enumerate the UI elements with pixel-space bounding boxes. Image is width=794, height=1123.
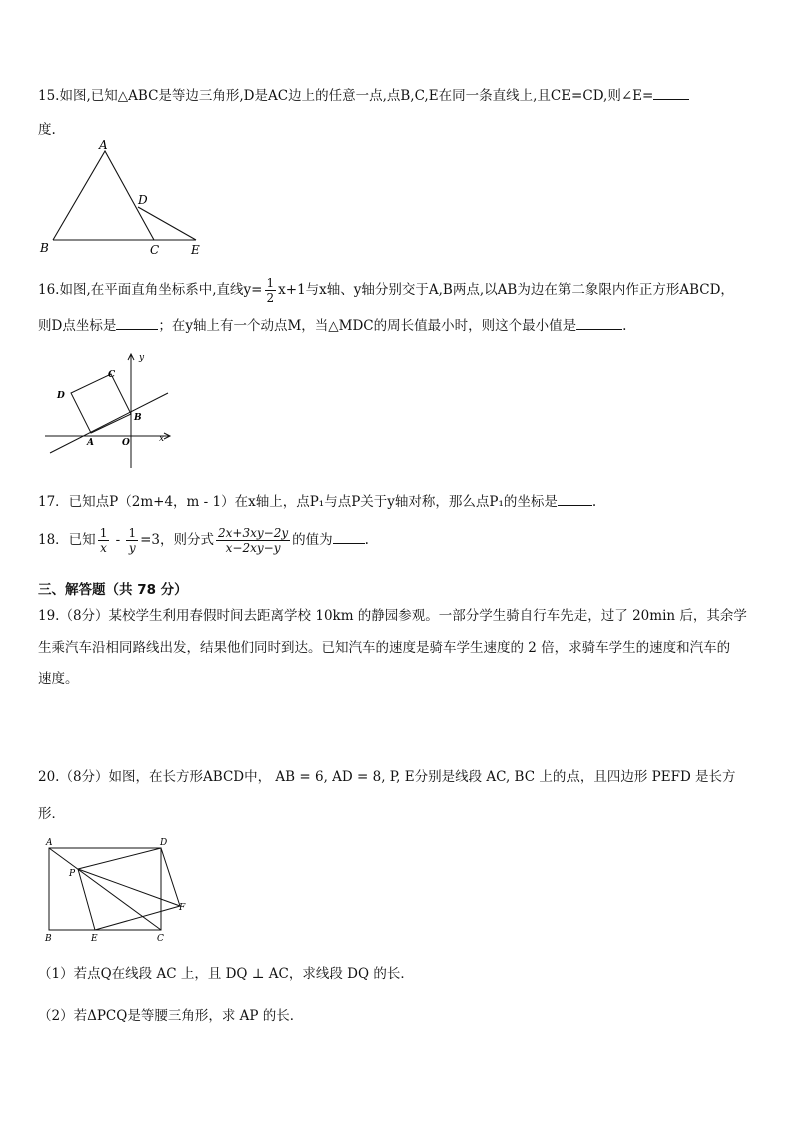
q18-f1-den: x — [100, 541, 107, 555]
q16-fraction — [265, 276, 277, 305]
section-title: 三、解答题（共 78 分） — [38, 582, 188, 598]
q15-label-a: A — [99, 138, 108, 152]
q16-label-x: x — [159, 434, 165, 444]
q18-end: . — [364, 532, 369, 548]
q18-f1-num: 1 — [99, 526, 108, 540]
q16-coordinate-figure — [40, 348, 180, 473]
q15-label-e: E — [191, 243, 200, 257]
q17-text: 17．已知点P（2m+4，m - 1）在x轴上，点P₁与点P关于y轴对称，那么点P₁的坐标是 — [38, 494, 558, 510]
q15-label-c: C — [150, 243, 160, 257]
q20-label-c: C — [157, 934, 164, 944]
q16-answer-blank-1 — [116, 317, 158, 330]
q20-sub1: （1）若点Q在线段 AC 上，且 DQ ⊥ AC，求线段 DQ 的长． — [38, 966, 414, 982]
q16-label-d: D — [57, 391, 65, 401]
q15-label-b: B — [40, 241, 49, 255]
q20-sub2: （2）若ΔPCQ是等腰三角形，求 AP 的长． — [38, 1008, 304, 1024]
q16-frac-den: 2 — [266, 291, 275, 305]
q16-label-a: A — [87, 438, 94, 448]
q18-f3-num: 2x+3xy−2y — [218, 526, 289, 540]
q16-text-b: ；在y轴上有一个动点M，当△MDC的周长值最小时，则这个最小值是 — [158, 318, 577, 334]
q16-text-a: 则D点坐标是 — [38, 318, 117, 334]
q19-line3: 速度。 — [38, 671, 79, 687]
q17-answer-blank — [558, 493, 592, 506]
q15-line1 — [38, 84, 764, 104]
q18-fraction-3 — [216, 526, 290, 555]
q16-line2 — [38, 314, 764, 334]
q18-f3-den: x−2xy−y — [225, 541, 281, 555]
q19-line1: 19.（8分）某校学生利用春假时间去距离学校 10km 的静园参观。一部分学生骑自行车先走，过了 20min 后，其余学 — [38, 608, 747, 624]
q18-text-post: 的值为 — [292, 532, 333, 548]
q15-label-d: D — [138, 193, 148, 207]
q18-line — [38, 526, 764, 555]
q18-text-mid: =3，则分式 — [140, 532, 215, 548]
q15-text: 15.如图,已知△ABC是等边三角形,D是AC边上的任意一点,点B,C,E在同一条直线上,且CE=CD,则∠E= — [38, 88, 654, 104]
q20-label-f: F — [179, 903, 186, 913]
q19-line2: 生乘汽车沿相同路线出发，结果他们同时到达。已知汽车的速度是骑车学生速度的 2 倍，求骑车学生的速度和汽车的 — [38, 640, 731, 656]
q17-line — [38, 490, 764, 510]
q18-fraction-1 — [98, 526, 110, 555]
q20-line2: 形． — [38, 806, 65, 822]
q18-fraction-2 — [126, 526, 138, 555]
q15-triangle-figure — [36, 138, 216, 258]
q16-text-pre: 16.如图,在平面直角坐标系中,直线y= — [38, 282, 263, 298]
q20-line1: 20.（8分）如图，在长方形ABCD中， AB = 6, AD = 8, P, E分别是线段 AC, BC 上的点，且四边形 PEFD 是长方 — [38, 769, 736, 785]
q15-line2: 度. — [38, 122, 56, 138]
q20-rectangle-figure — [40, 834, 200, 946]
q16-text-c: . — [622, 318, 627, 334]
q16-answer-blank-2 — [576, 317, 622, 330]
q18-answer-blank — [333, 531, 365, 544]
q16-line1 — [38, 276, 764, 305]
q16-label-o: O — [122, 438, 130, 448]
q20-label-b: B — [45, 934, 52, 944]
q16-frac-num: 1 — [266, 276, 275, 290]
q15-answer-blank — [653, 87, 689, 100]
q18-f2-num: 1 — [128, 526, 137, 540]
q16-text-post: x+1与x轴、y轴分别交于A,B两点,以AB为边在第二象限内作正方形ABCD， — [278, 282, 734, 298]
q20-label-a: A — [46, 838, 53, 848]
q18-text-pre: 18．已知 — [38, 532, 96, 548]
q16-label-b: B — [134, 413, 142, 423]
q18-f2-den: y — [128, 541, 136, 555]
q16-label-c: C — [108, 370, 116, 380]
q18-minus: - — [115, 532, 121, 548]
q16-label-y: y — [139, 353, 145, 363]
q20-label-e: E — [91, 934, 98, 944]
q20-label-d: D — [160, 838, 168, 848]
q17-end: . — [591, 494, 597, 510]
q20-label-p: P — [69, 869, 76, 879]
